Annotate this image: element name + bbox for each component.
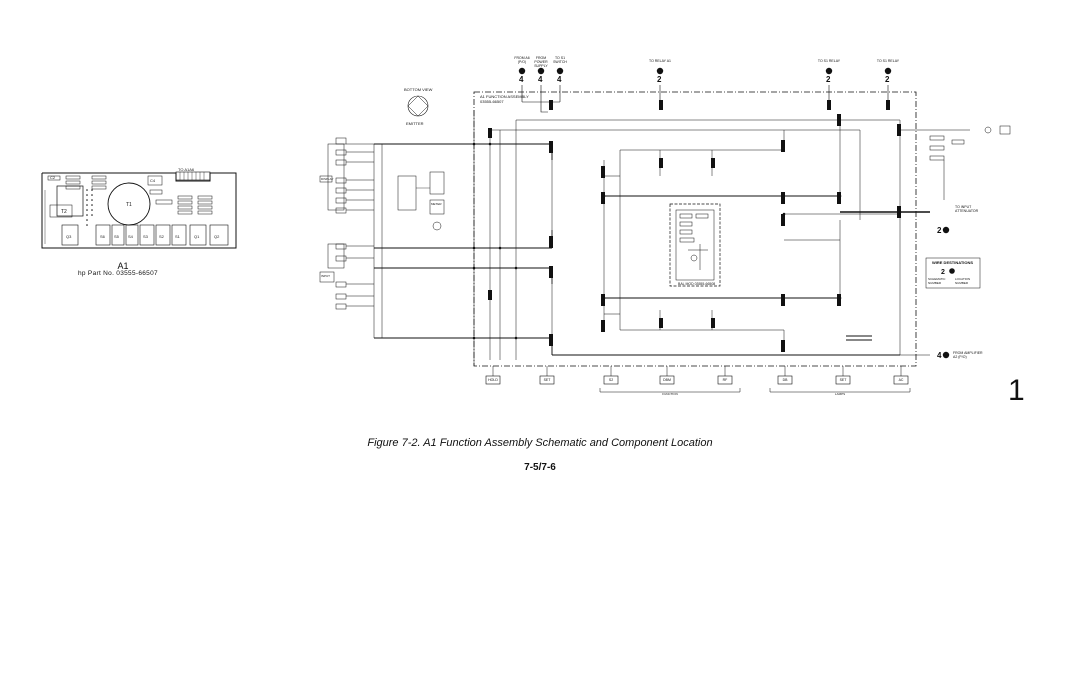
svg-text:2: 2 xyxy=(657,75,662,84)
left-block-meter: METER xyxy=(431,202,442,206)
bracket-lamps: LAMPS xyxy=(834,392,846,396)
center-module xyxy=(670,204,720,286)
svg-text:2: 2 xyxy=(937,226,942,235)
wire-destinations-schematic: SCHEMATIC NUMBER xyxy=(928,277,946,285)
output-attenuator-label: TO INPUT ATTENUATOR xyxy=(955,205,979,213)
svg-text:4: 4 xyxy=(538,75,543,84)
top-source-markers xyxy=(519,68,891,74)
left-block-display: DISPLAY xyxy=(321,177,334,181)
svg-text:S5: S5 xyxy=(114,234,119,239)
page-number: 7-5/7-6 xyxy=(524,462,556,473)
switch-ac: AC xyxy=(898,378,904,382)
assembly-boundary xyxy=(474,92,916,366)
svg-text:4: 4 xyxy=(519,75,524,84)
output-amplifier-label: FROM AMPLIFIER A2 (P/O) xyxy=(953,351,983,359)
svg-text:S2: S2 xyxy=(159,234,164,239)
bottom-view-label: BOTTOM VIEW xyxy=(404,87,433,92)
svg-text:Q1: Q1 xyxy=(194,234,200,239)
emitter-label: EMITTER xyxy=(406,121,424,126)
assembly-title: A1 FUNCTION ASSEMBLY 03555-66507 xyxy=(480,94,529,104)
top-source-6: TO S1 RELAY xyxy=(876,59,900,63)
figure-caption: Figure 7-2. A1 Function Assembly Schematic and Component Location xyxy=(367,437,713,449)
side-number: 1 xyxy=(1008,374,1025,407)
left-block-input: INPUT xyxy=(321,274,330,278)
switch-set: SET xyxy=(543,378,551,382)
svg-text:S1: S1 xyxy=(175,234,180,239)
bottom-view-transistor xyxy=(408,96,428,116)
switch-set-2: SET xyxy=(839,378,847,382)
svg-text:S3: S3 xyxy=(143,234,148,239)
bracket-function: FUNCTION xyxy=(662,392,678,396)
switch-dbm: DBM xyxy=(663,378,671,382)
top-source-2: FROM POWER SUPPLY xyxy=(534,56,548,68)
center-block-label: BAL MOD 03555-66508 xyxy=(678,282,716,286)
svg-text:TO A1A6: TO A1A6 xyxy=(178,167,195,172)
svg-text:Q2: Q2 xyxy=(214,234,220,239)
svg-text:4: 4 xyxy=(557,75,562,84)
part-number: hp Part No. 03555-66507 xyxy=(78,270,158,277)
top-source-4: TO RELAY A1 xyxy=(649,59,671,63)
svg-text:2: 2 xyxy=(941,269,945,276)
svg-text:C2: C2 xyxy=(50,175,56,180)
svg-text:C4: C4 xyxy=(150,178,156,183)
svg-text:4: 4 xyxy=(937,351,942,360)
top-source-1: FROM A6 (P/O) xyxy=(514,56,530,64)
svg-text:S4: S4 xyxy=(128,234,133,239)
switch-s2: S2 xyxy=(608,378,614,382)
top-source-3: TO S1 SWITCH xyxy=(553,56,567,64)
svg-text:T1: T1 xyxy=(126,202,132,208)
svg-text:S6: S6 xyxy=(100,234,105,239)
wire-destinations-title: WIRE DESTINATIONS xyxy=(932,260,974,265)
relay-contacts xyxy=(488,100,901,352)
wire-destinations-location: LOCATION NUMBER xyxy=(955,277,971,285)
switch-hold: HOLD xyxy=(488,378,498,382)
svg-text:T2: T2 xyxy=(61,209,67,215)
top-source-5: TO S1 RELAY xyxy=(817,59,841,63)
svg-text:Q3: Q3 xyxy=(66,234,72,239)
assembly-label: A1 xyxy=(117,261,129,271)
switch-db: DB xyxy=(782,378,788,382)
switch-rf: RF xyxy=(722,378,728,382)
svg-text:2: 2 xyxy=(885,75,890,84)
svg-text:2: 2 xyxy=(826,75,831,84)
